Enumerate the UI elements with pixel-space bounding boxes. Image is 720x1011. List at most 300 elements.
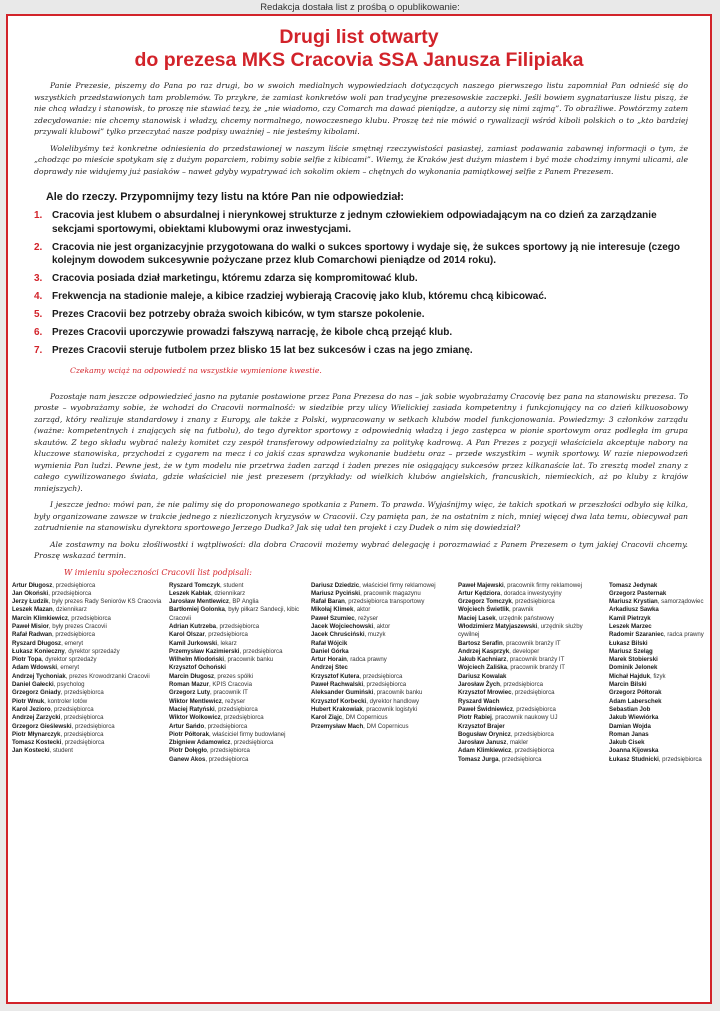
signatory-role: , urzędnik służby cywilnej — [458, 622, 583, 639]
awaiting-response-note: Czekamy wciąż na odpowiedź na wszystkie wymienione kwestie. — [70, 365, 322, 375]
signatory-name: Jarosław Janusz — [458, 739, 507, 747]
signatory — [12, 689, 165, 697]
signatory-name: Karol Olszar — [169, 631, 205, 639]
signatory — [458, 681, 605, 689]
signatory — [169, 623, 307, 631]
signatory-role: , pracownik firmy reklamowej — [503, 581, 582, 589]
signatory — [458, 640, 605, 648]
signatory-name: Marcin Długosz — [169, 672, 215, 680]
signatory — [458, 664, 605, 672]
signatory-name: Dariusz Kowalak — [458, 672, 507, 680]
signatory-name: Zbigniew Adamowicz — [169, 739, 231, 747]
signatory — [458, 714, 605, 722]
signatory-name: Tomasz Jurga — [458, 755, 499, 763]
signatory-role: , DM Copernicus — [363, 722, 409, 730]
signatory-name: Włodzimierz Matyjaszewski — [458, 622, 538, 630]
signatory-name: Jakub Wiewiórka — [609, 714, 659, 722]
paragraph-intro-1: Panie Prezesie, piszemy do Pana po raz drugi, bo w swoich medialnych wypowiedziach dotyczących naszego pierwszego listu zapomniał Pan odnieść się do wszystkich przedstawionych tam problemów. To przykre, że zamiast konkretów woli pan tradycyjne prezesowskie zaczepki. Jeśli bowiem sygnatariusze listu piszą, że nie chcą władzy i stanowisk, to proszę nie stawiać tezy, że „nie wiadomo, czy Comarch ma dawać pieniądze, a autorzy się nimi zajmą”. To obraźliwe. Powtórzmy zatem zdecydowanie: nie chcemy stanowisk i władzy, chcemy normalnego, nowoczesnego klubu. Proszę też nie mówić o rywalizacji wśród kiboli polskich o to „kto bardziej przywali klubowi” tylko przeczytać nasze podpisy uważniej – nie jesteśmy kibolami. — [34, 81, 688, 136]
signatory-name: Grzegorz Pasternak — [609, 589, 667, 597]
signatory-name: Ryszard Tomczyk — [169, 581, 221, 589]
signatory — [12, 648, 165, 656]
signatory-role: , przedsiębiorca — [512, 705, 556, 713]
signatory — [169, 747, 307, 755]
signatory-role: , muzyk — [364, 631, 386, 639]
signatory-name: Krzysztof Mrowiec — [458, 689, 512, 697]
signatory-name: Krzysztof Brajer — [458, 722, 505, 730]
signatory-role: , były prezes Rady Seniorów KS Cracovia — [48, 598, 162, 606]
signatory — [169, 756, 307, 764]
signatory-role: , przedsiębiorca — [52, 581, 96, 589]
paragraph-vision: Pozostaje nam jeszcze odpowiedzieć jasno na pytanie postawione przez Pana Prezesa do nas – jak sobie wyobrażamy Cracovię bez pana na stanowisku prezesa. To proste – wyobrażamy sobie, że wchodzi do Cracovii normalność: w siedzibie przy ulicy Wielickiej zasiada kompetentny i funkcjonujący na co dzień kilkuosobowy zarząd, który realizuje standardowy i znany z Europy, ale także z Polski, wypracowany w setkach klubów model funkcjonowania. Powiedzmy: 3 członków zarządu (ważne: kompetentnych i znających się na futbolu), do tego dyrektor sportowy z odpowiednią władzą i jego zastępca w pionie sportowym oraz podległa im grupa skautów. Z tego składu wybrać należy komitet czy zespół transferowy odpowiedzialny za politykę kadrową. A Pan Prezes z pozycji właściciela akceptuje nabory na kluczowe stanowiska, przychodzi z cygarem na mecz i co jakiś czas sprawdza wykonanie budżetu oraz – przede wszystkim – wynik sportowy. W razie niepowodzeń wymienia Pan ludzi. Pewne jest, że w tym modelu nie przetrwa żaden zarząd i żaden prezes nie osiągający sukcesów przez kilkanaście lat. To zresztą model znany z całego cywilizowanego świata, gdzie właściciel nie jest prezesem (przykłady: od wielkich klubów angielskich, francuskich, niemieckich, aż po kluby z krajów mniejszych). — [34, 391, 688, 493]
signatory-name: Adam Wdowski — [12, 664, 58, 672]
signatory-role: , przedsiębiorca — [498, 755, 542, 763]
signatory-name: Grzegorz Gieślewski — [12, 722, 72, 730]
thesis-text: Prezes Cracovii uporczywie prowadzi fałszywą narrację, że kibole chcą przejąć klub. — [52, 327, 453, 338]
signatory — [609, 756, 709, 764]
signatory-role: , przedsiębiorca — [71, 722, 115, 730]
signatory — [311, 598, 454, 606]
signatory-name: Mikołaj Klimek — [311, 606, 354, 614]
signatory — [12, 681, 165, 689]
letter-title: Drugi list otwarty — [279, 26, 439, 48]
signatory-role: , przedsiębiorca — [67, 614, 111, 622]
signatory-name: Jacek Wojciechowski — [311, 622, 374, 630]
signatory — [311, 631, 454, 639]
signatory-role: , przedsiębiorca — [204, 631, 248, 639]
signature-column — [169, 582, 307, 765]
signatory-role: , przedsiębiorca — [658, 755, 702, 763]
signatory-name: Krzysztof Ochoński — [169, 664, 226, 672]
signatory-role: , fizyk — [649, 672, 666, 680]
signatory-role: , przedsiębiorca — [51, 631, 95, 639]
signatory-name: Jarosław Mentlewicz — [169, 598, 229, 606]
signatory — [311, 664, 454, 672]
signatory-role: , przedsiębiorca — [206, 747, 250, 755]
signatory — [311, 582, 454, 590]
signatory-role: , przedsiębiorca — [511, 689, 555, 697]
signatory — [609, 747, 709, 755]
paragraph-meetings: I jeszcze jedno: mówi pan, że nie palimy się do proponowanego spotkania z Panem. To prawda. Wyjaśnijmy więc, że takich spotkań w przeszłości odbyło się kilka, były organizowane zawsze w trakcie jednego z niezliczonych kryzysów w Cracovii. Czy pamięta pan, że na ostatnim z nich, mniej więcej dwa lata temu, obiecywał pan zatrudnienie na stanowisku dyrektora sportowego Jerzego Dudka? Jak się udał ten projekt i czy Dudek o nim się dowiedział? — [34, 500, 688, 532]
signatory-name: Piotr Topa — [12, 656, 42, 664]
signatory — [458, 648, 605, 656]
signatory-name: Jakub Cisek — [609, 739, 645, 747]
signatory-name: Piotr Półtorak — [169, 730, 209, 738]
thesis-text: Cracovia posiada dział marketingu, któremu zdarza się kompromitować klub. — [52, 273, 418, 284]
signatory-name: Grzegorz Półtorak — [609, 689, 662, 697]
signatory-role: , pracownik banku — [373, 689, 423, 697]
signatory — [169, 656, 307, 664]
signatory — [311, 681, 454, 689]
signatory-name: Wilhelm Miodoński — [169, 656, 225, 664]
signatory-name: Wiktor Mentlewicz — [169, 697, 222, 705]
thesis-number: 2. — [34, 241, 43, 253]
signatory-name: Mariusz Krystian — [609, 598, 658, 606]
signatory — [609, 615, 709, 623]
signatory-name: Dariusz Dziedzic — [311, 581, 360, 589]
thesis-text: Cracovia nie jest organizacyjnie przygotowana do walki o sukces sportowy i wydaje się, że sukces sportowy ją nie interesuje (czego kolejnym dowodem sukcesywnie pożyczane przez klub Comarchowi pieniądze od 2014 roku). — [52, 241, 680, 266]
signatory — [609, 623, 709, 631]
signatory-name: Piotr Wnuk — [12, 697, 45, 705]
signatory-name: Paweł Majewski — [458, 581, 504, 589]
signatory-role: , aktor — [373, 622, 391, 630]
signatory-name: Dominik Jelonek — [609, 664, 658, 672]
signatory-name: Łukasz Bilski — [609, 639, 648, 647]
signatory-role: , prezes spółki — [214, 672, 253, 680]
thesis-number: 3. — [34, 273, 43, 284]
signatory-role: , przedsiębiorca — [216, 622, 260, 630]
signatory-name: Artur Kędziora — [458, 589, 501, 597]
signatory-role: , dziennikarz — [211, 589, 246, 597]
signatory — [311, 590, 454, 598]
signatory — [12, 606, 165, 614]
thesis-item — [34, 209, 688, 236]
signatory — [169, 664, 307, 672]
signatory — [169, 606, 307, 623]
thesis-item — [34, 308, 688, 322]
signatory — [609, 656, 709, 664]
signatory — [12, 747, 165, 755]
signatory — [12, 664, 165, 672]
signatory — [169, 598, 307, 606]
signatory-role: , przedsiębiorca — [50, 705, 94, 713]
signature-column — [609, 582, 709, 765]
signatory — [169, 714, 307, 722]
signatory-name: Bartosz Serafin — [458, 639, 503, 647]
signatory — [12, 714, 165, 722]
signatory — [458, 739, 605, 747]
signatory-name: Kamil Jurkowski — [169, 639, 218, 647]
signatory — [458, 673, 605, 681]
signatory-role: , reżyser — [354, 614, 379, 622]
signatory-name: Andrzej Kasprzyk — [458, 647, 510, 655]
signatory-name: Leszek Mazan — [12, 606, 53, 614]
signatory-name: Jan Kostecki — [12, 747, 50, 755]
thesis-number: 5. — [34, 309, 43, 320]
signatory-role: , były piłkarz Sandecji, kibic Cracovii — [169, 606, 300, 622]
signatory-role: , doradca inwestycyjny — [500, 589, 562, 597]
signatory — [609, 582, 709, 590]
signatory-role: , przedsiębiorca — [205, 755, 249, 763]
signatory-name: Leszek Marzec — [609, 622, 652, 630]
signatory-name: Artur Horain — [311, 656, 347, 664]
signatory-role: , radca prawny — [663, 631, 704, 639]
signatory-name: Radomir Szaraniec — [609, 631, 664, 639]
signatory — [311, 706, 454, 714]
signatory — [169, 739, 307, 747]
signatory-role: , lekarz — [217, 639, 237, 647]
signatory — [169, 698, 307, 706]
signatory-role: , przedsiębiorca — [60, 714, 104, 722]
signatory-name: Łukasz Studnicki — [609, 755, 659, 763]
signatory — [311, 714, 454, 722]
signatory-role: , właściciel firmy budowlanej — [208, 730, 286, 738]
signatory-name: Artur Sańdo — [169, 722, 205, 730]
signatory-role: , przedsiębiorca — [239, 647, 283, 655]
signatory-name: Bartłomiej Golonka — [169, 606, 225, 614]
signatory-role: , przedsiębiorca — [204, 722, 248, 730]
signatory-name: Arkadiusz Sawka — [609, 606, 659, 614]
signatory — [12, 706, 165, 714]
signatory-name: Paweł Świdniewicz — [458, 705, 513, 713]
signatory — [609, 640, 709, 648]
signatory-name: Ryszard Wach — [458, 697, 500, 705]
thesis-number: 6. — [34, 327, 43, 338]
signatory-name: Leszek Kabłak — [169, 589, 212, 597]
signatory — [169, 706, 307, 714]
signatory-name: Jacek Chruściński — [311, 631, 365, 639]
signature-column — [458, 582, 605, 765]
signatory — [12, 598, 165, 606]
signatory-role: , pracownik IT — [209, 689, 248, 697]
signatory-role: , psycholog — [53, 681, 85, 689]
signatory-name: Jarosław Żych — [458, 681, 500, 689]
paragraph-intro-2: Wolelibyśmy też konkretne odniesienia do przedstawionej w naszym liście smętnej rzeczywistości pasiastej, zamiast podawania zabawnej informacji o tym, że „chodząc po mieście spotykam się z dużym poparciem, robimy sobie selfie z kibicami”. Wiemy, że Kraków jest dużym miastem i być może chodzimy innymi ulicami, ale doprawdy nie widujemy już pasiaków – nawet gdyby wypatrywać ich sokolim okiem – chętnych do wykonania pamiątkowej selfie z Panem Prezesem. — [34, 143, 688, 176]
signatory — [169, 631, 307, 639]
signatory — [609, 590, 709, 598]
signatory-role: , pracownik logistyki — [362, 705, 417, 713]
signatory — [458, 590, 605, 598]
signatory-role: , przedsiębiorca transportowy — [344, 598, 425, 606]
thesis-heading: Ale do rzeczy. Przypomnijmy tezy listu na które Pan nie odpowiedział: — [46, 191, 404, 203]
signatory — [12, 723, 165, 731]
signatory — [458, 606, 605, 614]
signatory — [458, 582, 605, 590]
signatory — [458, 698, 605, 706]
signatory-name: Piotr Dołęgło — [169, 747, 207, 755]
signatory-name: Daniel Gałecki — [12, 681, 54, 689]
signatory-name: Wojciech Zaliśka — [458, 664, 507, 672]
signatory-role: , przedsiębiorca — [60, 689, 104, 697]
open-letter-page — [6, 14, 712, 1004]
signatory-name: Przemysław Mach — [311, 722, 364, 730]
signatory-role: , przedsiębiorca — [61, 739, 105, 747]
signatory-role: , przedsiębiorca — [214, 705, 258, 713]
signatory-name: Kamil Pietrzyk — [609, 614, 651, 622]
signatory — [609, 689, 709, 697]
signatory-name: Mariusz Szeląg — [609, 647, 653, 655]
signatory-name: Andrzej Tychoniak — [12, 672, 66, 680]
signatory-name: Jan Okoński — [12, 589, 49, 597]
signatory — [12, 739, 165, 747]
signatory — [12, 582, 165, 590]
signatory-role: , DM Copernicus — [342, 714, 388, 722]
signatory-role: , urzędnik państwowy — [495, 614, 554, 622]
signatory-role: , przedsiębiorca — [359, 672, 403, 680]
signatory-name: Paweł Rachwalski — [311, 681, 364, 689]
signatory-role: , prezes Krowodrzanki Cracovii — [65, 672, 150, 680]
signatory-role: , dyrektor sprzedaży — [41, 656, 97, 664]
signatory — [458, 756, 605, 764]
signatory-name: Krzysztof Kutera — [311, 672, 360, 680]
signatory-name: Sebastian Job — [609, 705, 651, 713]
signatory-name: Aleksander Gumiński — [311, 689, 374, 697]
signatory — [458, 689, 605, 697]
signatory — [458, 731, 605, 739]
signatory-name: Adam Klimkiewicz — [458, 747, 512, 755]
signatory — [169, 640, 307, 648]
signatory-role: , student — [220, 581, 244, 589]
signatory — [311, 689, 454, 697]
signatory-role: , przedsiębiorca — [220, 714, 264, 722]
signatory-name: Karol Ziąjc — [311, 714, 343, 722]
signatory-name: Jakub Kachniarz — [458, 656, 507, 664]
signatory-name: Rafał Radwan — [12, 631, 52, 639]
signatory-role: , kontroler lotów — [44, 697, 88, 705]
signatory — [169, 689, 307, 697]
signatory — [311, 606, 454, 614]
signatory — [458, 656, 605, 664]
signatory — [609, 714, 709, 722]
signature-column — [311, 582, 454, 765]
signatory-name: Tomasz Kostecki — [12, 739, 62, 747]
signatory-role: , przedsiębiorca — [511, 747, 555, 755]
signatory-name: Hubert Krakowiak — [311, 705, 363, 713]
signatory-name: Tomasz Jedynak — [609, 581, 658, 589]
signatory — [311, 615, 454, 623]
thesis-text: Prezes Cracovii bez potrzeby obraża swoich kibiców, w tym starsze pokolenie. — [52, 309, 425, 320]
signatory-name: Roman Mazur — [169, 681, 209, 689]
signatory — [169, 723, 307, 731]
signatory-name: Grzegorz Tomczyk — [458, 598, 512, 606]
signatory — [458, 747, 605, 755]
signatory-name: Ganew Akos — [169, 755, 206, 763]
signatory-role: , emeryt — [57, 664, 80, 672]
signatory — [12, 590, 165, 598]
signatory — [609, 606, 709, 614]
signatory-role: , makler — [506, 739, 529, 747]
signatory-role: , były prezes Cracovii — [48, 622, 107, 630]
signatory-role: , pracownik branży IT — [507, 664, 565, 672]
signatory-name: Grzegorz Luty — [169, 689, 210, 697]
signatory-role: , reżyser — [221, 697, 246, 705]
signatory-role: , samorządowiec — [657, 598, 704, 606]
signatures-heading: W imieniu społeczności Cracovii list podpisali: — [64, 567, 252, 577]
signatory — [311, 723, 454, 731]
signatory-role: , przedsiębiorca — [48, 589, 92, 597]
signatory-name: Adrian Kutrzeba — [169, 622, 217, 630]
signatory — [12, 623, 165, 631]
signatory — [169, 673, 307, 681]
signatory — [12, 656, 165, 664]
signatory-name: Marcin Klimkiewicz — [12, 614, 68, 622]
signatory — [458, 723, 605, 731]
signatory — [12, 731, 165, 739]
thesis-item — [34, 241, 688, 268]
signatory-name: Jerzy Łudzik — [12, 598, 49, 606]
signatory-name: Adam Laberschek — [609, 697, 662, 705]
thesis-text: Cracovia jest klubem o absurdalnej i nierynkowej strukturze z jednym człowiekiem odpowiadającym na co dzień za zarządzanie sekcjami sportowymi, obiektami klubowymi oraz inwestycjami. — [52, 210, 657, 235]
signatory — [12, 640, 165, 648]
signatory-name: Bogusław Orynicz — [458, 730, 511, 738]
signatory-name: Paweł Misior — [12, 622, 49, 630]
signatory — [609, 723, 709, 731]
signatory — [311, 623, 454, 631]
signatory-role: , dziennikarz — [52, 606, 87, 614]
signatory — [609, 598, 709, 606]
thesis-list — [34, 209, 688, 358]
signatory — [169, 590, 307, 598]
signatory-role: , przedsiębiorca — [363, 681, 407, 689]
signatory-name: Grzegorz Gniady — [12, 689, 61, 697]
signatory-name: Roman Janas — [609, 730, 649, 738]
signatory — [311, 698, 454, 706]
signatory — [458, 623, 605, 640]
signatory — [458, 706, 605, 714]
signatory-name: Joanna Kijowska — [609, 747, 659, 755]
signatory — [609, 731, 709, 739]
thesis-item — [34, 272, 688, 286]
signatory — [609, 681, 709, 689]
signatory-role: , pracownik naukowy UJ — [491, 714, 558, 722]
signatory-name: Andrzej Zarzycki — [12, 714, 61, 722]
signatory — [311, 648, 454, 656]
signatory-role: , radca prawny — [346, 656, 387, 664]
header-note: Redakcja dostała list z prośbą o opublikowanie: — [260, 2, 460, 13]
signatory-name: Krzysztof Korbecki — [311, 697, 367, 705]
letter-body — [8, 80, 710, 577]
signatory-name: Piotr Młynarczyk — [12, 730, 61, 738]
signatory — [609, 631, 709, 639]
signatory-name: Daniel Górka — [311, 647, 349, 655]
signatory-name: Wiktor Wolkowicz — [169, 714, 221, 722]
signatory — [12, 698, 165, 706]
signatory-role: , pracownik banku — [224, 656, 274, 664]
signatory — [609, 698, 709, 706]
thesis-item — [34, 344, 688, 358]
signatory-role: , pracownik branży IT — [506, 656, 565, 664]
thesis-number: 4. — [34, 291, 43, 302]
thesis-item — [34, 290, 688, 304]
signatory-role: , przedsiębiorca — [511, 598, 555, 606]
signatory-role: , developer — [509, 647, 540, 655]
paragraph-closing: Ale zostawmy na boku złośliwostki i wątpliwości: dla dobra Cracovii możemy wybrać delegację i porozmawiać z Panem Prezesem o tym jakiej Cracovii chcemy. Proszę wskazać termin. — [34, 539, 688, 560]
signatory — [169, 582, 307, 590]
signatory — [12, 615, 165, 623]
signatory-name: Paweł Szumiec — [311, 614, 355, 622]
signatory-name: Maciej Lasek — [458, 614, 496, 622]
signatory-name: Damian Wojda — [609, 722, 651, 730]
signatory — [609, 739, 709, 747]
signatory-name: Michał Hajduk — [609, 672, 650, 680]
letter-subtitle: do prezesa MKS Cracovia SSA Janusza Filipiaka — [134, 49, 584, 71]
signatory-name: Łukasz Konieczny — [12, 647, 65, 655]
signatory-role: , przedsiębiorca — [510, 730, 554, 738]
signatory-name: Artur Długosz — [12, 581, 53, 589]
signatory — [311, 640, 454, 648]
signatory — [169, 648, 307, 656]
signatory-name: Przemysław Kazimierski — [169, 647, 240, 655]
signatory-role: , pracownik branży IT — [502, 639, 561, 647]
signatory-role: , przedsiębiorca — [230, 739, 274, 747]
signatory-name: Karol Jezioro — [12, 705, 51, 713]
signatory — [458, 598, 605, 606]
signatory-role: , aktor — [353, 606, 371, 614]
signatory-name: Marcin Bilski — [609, 681, 647, 689]
signatory-name: Ryszard Długosz — [12, 639, 62, 647]
signatures-grid — [8, 582, 710, 765]
signatory-role: , przedsiębiorca — [500, 681, 544, 689]
signature-column — [12, 582, 165, 765]
signatory-role: , prawnik — [509, 606, 534, 614]
signatory-role: , właściciel firmy reklamowej — [359, 581, 436, 589]
signatory-name: Wojciech Świetlik — [458, 606, 510, 614]
thesis-number: 1. — [34, 210, 43, 221]
thesis-item — [34, 326, 688, 340]
thesis-text: Frekwencja na stadionie maleje, a kibice rzadziej wybierają Cracovię jako klub, któremu chcą kibicować. — [52, 291, 547, 302]
signatory-name: Marek Stobierski — [609, 656, 658, 664]
signatory — [169, 731, 307, 739]
thesis-number: 7. — [34, 345, 43, 356]
